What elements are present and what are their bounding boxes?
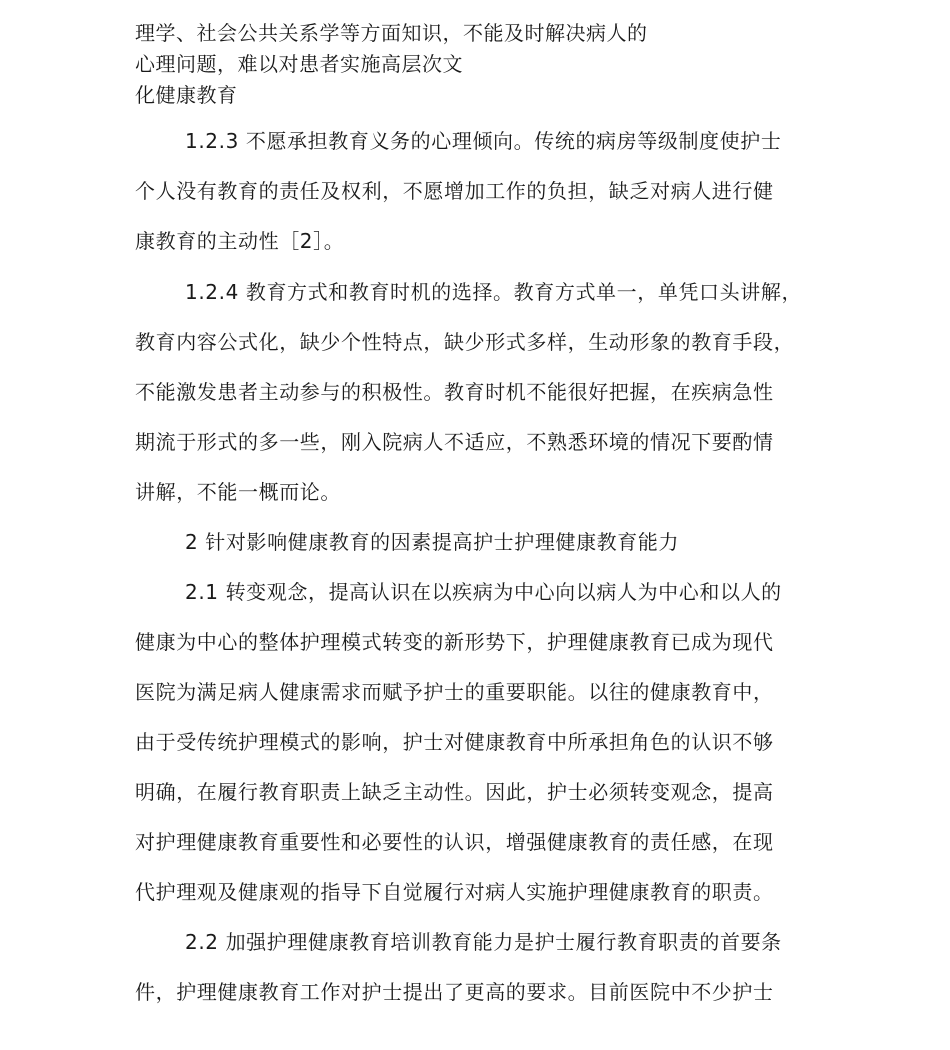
paragraph-1-2-4	[135, 267, 835, 517]
text-line: 件，护理健康教育工作对护士提出了更高的要求。目前医院中不少护士	[135, 980, 774, 1004]
text-line: 由于受传统护理模式的影响，护士对健康教育中所承担角色的认识不够	[135, 730, 774, 754]
text-line: 2.1 转变观念，提高认识在以疾病为中心向以病人为中心和以人的	[185, 580, 782, 604]
text-line: 代护理观及健康观的指导下自觉履行对病人实施护理健康教育的职责。	[135, 880, 774, 904]
section-heading-2	[135, 517, 835, 567]
paragraph-1-2-3	[135, 116, 835, 266]
text-line: 1.2.3 不愿承担教育义务的心理倾向。传统的病房等级制度使护士	[185, 129, 782, 153]
text-line: 期流于形式的多一些，刚入院病人不适应，不熟悉环境的情况下要酌情	[135, 430, 774, 454]
text-line: 2.2 加强护理健康教育培训教育能力是护士履行教育职责的首要条	[185, 930, 782, 954]
text-line: 理学、社会公共关系学等方面知识，不能及时解决病人的	[135, 21, 648, 45]
text-line: 2 针对影响健康教育的因素提高护士护理健康教育能力	[185, 530, 680, 554]
text-line: 不能激发患者主动参与的积极性。教育时机不能很好把握，在疾病急性	[135, 380, 774, 404]
continuation-text	[135, 18, 835, 111]
text-line: 1.2.4 教育方式和教育时机的选择。教育方式单一，单凭口头讲解，	[185, 280, 803, 304]
text-line: 健康为中心的整体护理模式转变的新形势下，护理健康教育已成为现代	[135, 630, 774, 654]
text-line: 医院为满足病人健康需求而赋予护士的重要职能。以往的健康教育中，	[135, 680, 774, 704]
text-line: 心理问题，难以对患者实施高层次文	[135, 52, 463, 76]
text-line: 化健康教育	[135, 83, 238, 107]
paragraph-2-2	[135, 917, 835, 1017]
paragraph-2-1	[135, 567, 835, 917]
text-line: 明确，在履行教育职责上缺乏主动性。因此，护士必须转变观念，提高	[135, 780, 774, 804]
text-line: 讲解，不能一概而论。	[135, 480, 341, 504]
text-line: 对护理健康教育重要性和必要性的认识，增强健康教育的责任感，在现	[135, 830, 774, 854]
text-line: 个人没有教育的责任及权利，不愿增加工作的负担，缺乏对病人进行健	[135, 179, 774, 203]
text-line: 康教育的主动性［2］。	[135, 229, 345, 253]
text-line: 教育内容公式化，缺少个性特点，缺少形式多样，生动形象的教育手段，	[135, 330, 795, 354]
